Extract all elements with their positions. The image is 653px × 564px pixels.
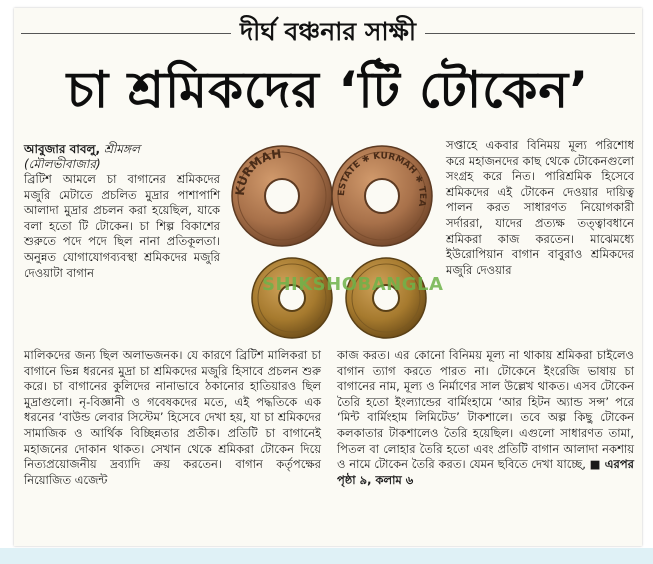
kicker-rule-left (21, 33, 231, 34)
lower-right-text (337, 348, 634, 488)
page-bottom-strip (0, 548, 653, 564)
lower-left-text: মালিকদের জন্য ছিল অলাভজনক। যে কারণে ব্রিটিশ মালিকরা চা বাগানে ভিন্ন ধরনের মুদ্রা চা শ্রমিকদের মজুরি হিসাবে প্রচলন শুরু করে। চা বাগানের কুলিদের নানাভাবে ঠকানোর হাতিয়ারও ছিল মুদ্রাগুলো। নৃ-বিজ্ঞানী ও গবেষকদের মতে, এই পদ্ধতিকে এক ধরনের ‘বাউন্ড লেবার সিস্টেম’ হিসেবে দেখা হয়, যা চা শ্রমিকদের সামাজিক ও আর্থিক বিচ্ছিন্নতার প্রতীক। প্রতিটি চা বাগানেই মহাজনের দোকান থাকত। সেখান থেকে শ্রমিকরা টোকেন দিয়ে নিত্যপ্রয়োজনীয় দ্রব্যাদি ক্রয় করতেন। বাগান কর্তৃপক্ষের নিয়োজিত এজেন্ট (24, 348, 321, 487)
byline-district: (মৌলভীবাজার) (24, 157, 101, 171)
article-column-left (24, 172, 220, 281)
right-column-text: সপ্তাহে একবার বিনিময় মূল্য পরিশোধ করে মহাজনদের কাছ থেকে টোকেনগুলো সংগ্রহ করে নিত। পারিশ্রমিক হিসেবে শ্রমিকদের এই টোকেন দেওয়ার দায়িত্ব পালন করত সাধারণত নিয়োগকারী সর্দাররা, যাদের প্রত্যক্ষ তত্ত্বাবধানে শ্রমিকরা কাজ করতেন। মাঝেমধ্যে ইউরোপিয়ান বাগান বাবুরাও শ্রমিকদের মজুরি দেওয়ার (446, 138, 634, 277)
coin-front-large (232, 146, 332, 246)
coin-back-text: ESTATE ✱ KURMAH ✱ TEA (336, 151, 428, 208)
coin-front-small (252, 258, 332, 338)
article-body-lower (24, 348, 634, 488)
headline: চা শ্রমিকদের ‘টি টোকেন’ (66, 61, 590, 119)
watermark: SHIKSHOBANGLA (262, 274, 444, 295)
tea-token-coins-photo (224, 142, 444, 342)
lower-right-body: কাজ করত। এর কোনো বিনিময় মূল্য না থাকায় শ্রমিকরা চাইলেও বাগান ত্যাগ করতে পারত না। টোকেনে ইংরেজি ভাষায় চা বাগানের নাম, মূল্য ও নির্মাণের সাল উল্লেখ থাকত। এসব টোকেন তৈরি হতো ইংল্যান্ডের বার্মিংহামে ‘আর হিটন অ্যান্ড সন্স’ পরে ‘মিন্ট বার্মিংহাম লিমিটেড’ টাকশালে। তবে অল্প কিছু টোকেন কলকাতার টাকশালেও তৈরি হয়েছিল। এগুলো সাধারণত তামা, পিতল বা লোহার তৈরি হতো এবং প্রতিটি বাগান আলাদা নকশায় ও নামে টোকেন তৈরি করত। যেমন ছবিতে দেখা যাচ্ছে, (337, 348, 634, 472)
byline-place: শ্রীমঙ্গল (103, 142, 140, 156)
kicker-line (14, 12, 642, 55)
kicker-rule-right (425, 33, 635, 34)
article-column-right (446, 138, 634, 278)
coin-back-large (332, 146, 432, 246)
newspaper-clipping (14, 8, 642, 546)
left-column-text: ব্রিটিশ আমলে চা বাগানের শ্রমিকদের মজুরি মেটাতে প্রচলিত মুদ্রার পাশাপাশি আলাদা মুদ্রার প্রচলন করা হয়েছিল, যাকে বলা হতো টি টোকেন। চা শিল্প বিকাশের শুরুতে পদে পদে ছিল নানা প্রতিকূলতা। অনুন্নত যোগাযোগব্যবস্থা শ্রমিকদের মজুরি দেওয়াটা বাগান (24, 172, 220, 280)
byline (24, 142, 140, 172)
byline-author: আবুজার বাবলু, (24, 142, 101, 156)
continued-on-page[interactable]: ■ এরপর পৃষ্ঠা ৯, কলাম ৬ (337, 457, 634, 487)
coin-front-text: KURMAH (232, 146, 283, 197)
coin-back-small (346, 258, 426, 338)
kicker-text: দীর্ঘ বঞ্চনার সাক্ষী (240, 17, 416, 46)
